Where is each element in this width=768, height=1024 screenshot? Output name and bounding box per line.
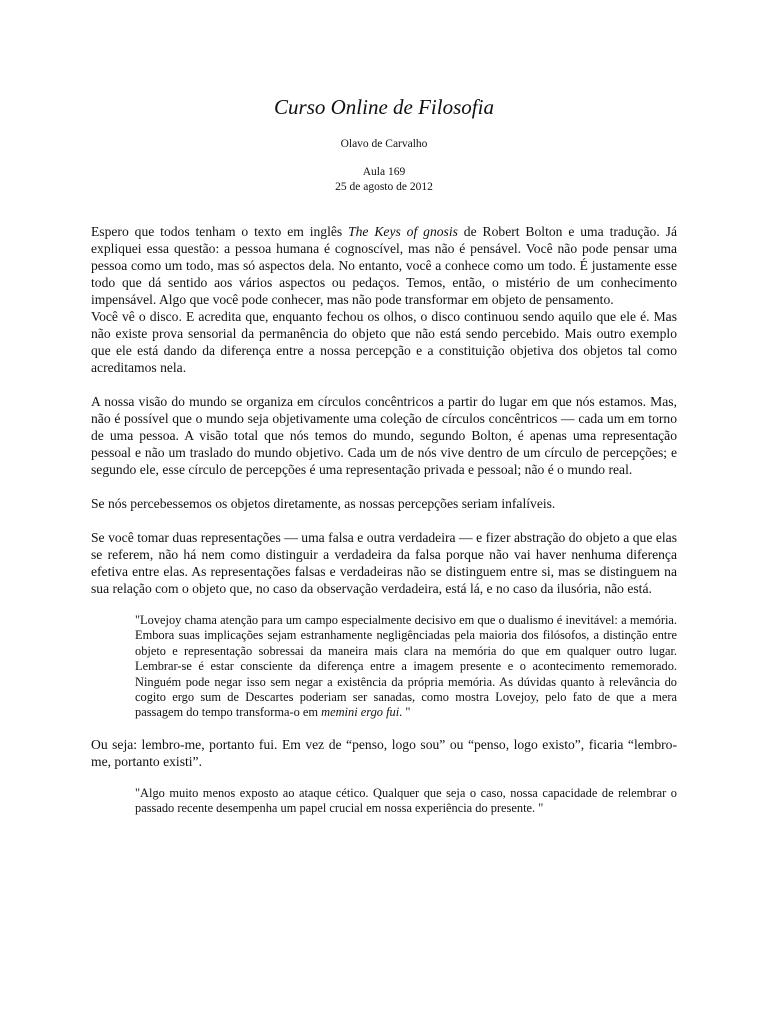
paragraph-1 — [91, 223, 677, 308]
course-title: Curso Online de Filosofia — [274, 95, 494, 119]
paragraph-1-text-c: de Robert Bolton e uma tradução. Já expliquei essa questão: a pessoa humana é cognoscível, mas não é pensável. Você não pode pensar uma pessoa como um todo, mas só aspectos dela. No entanto, você a conhece como um todo. É justamente esse todo que dá sentido aos vários aspectos ou pedaços. Temos, então, o mistério de um conhecimento impensável. Algo que você pode conhecer, mas não pode transformar em objeto de pensamento. — [91, 224, 677, 307]
paragraph-3: A nossa visão do mundo se organiza em círculos concêntricos a partir do lugar em que nós estamos. Mas, não é possível que o mundo seja objetivamente uma coleção de círculos concêntricos — cada um em torno de uma pessoa. A visão total que nós temos do mundo, segundo Bolton, é apenas uma representação pessoal e não um traslado do mundo objetivo. Cada um de nós vive dentro de um círculo de percepções; e segundo ele, esse círculo de percepções é uma representação privada e pessoal; não é o mundo real. — [91, 394, 677, 477]
author-name: Olavo de Carvalho — [340, 138, 428, 150]
lesson-date: 25 de agosto de 2012 — [335, 181, 433, 193]
block-quote-1 — [135, 613, 677, 721]
quote-1-latin: memini ergo fui — [321, 705, 400, 720]
paragraph-1-text-a: Espero que todos tenham o texto em inglês — [91, 224, 349, 239]
quote-1-text-c: . " — [399, 705, 411, 720]
paragraph-4: Se nós percebessemos os objetos diretamente, as nossas percepções seriam infalíveis. — [91, 496, 556, 511]
lesson-number: Aula 169 — [362, 166, 406, 178]
paragraph-6: Ou seja: lembro-me, portanto fui. Em vez de “penso, logo sou” ou “penso, logo existo”, ficaria “lembro-me, portanto existi”. — [91, 736, 677, 769]
paragraph-5: Se você tomar duas representações — uma falsa e outra verdadeira — e fizer abstração do objeto a que elas se referem, não há nem como distinguir a verdadeira da falsa porque não vai haver nenhuma diferença efetiva entre elas. As representações falsas e verdadeiras não se distinguem entre si, mas se distinguem na sua relação com o objeto que, no caso da observação verdadeira, está lá, e no caso da ilusória, não está. — [91, 530, 677, 596]
book-title: The Keys of gnosis — [348, 224, 458, 239]
paragraph-2: Você vê o disco. E acredita que, enquanto fechou os olhos, o disco continuou sendo aquilo que ele é. Mas não existe prova sensorial da permanência do objeto que não está sendo percebido. Mais outro exemplo que ele está dando da diferença entre a nossa percepção e a constituição objetiva dos objetos tal como acreditamos nela. — [91, 309, 677, 375]
quote-1-text-a: "Lovejoy chama atenção para um campo especialmente decisivo em que o dualismo é inevitável: a memória. Embora suas implicações sejam estranhamente negligênciadas pela maioria dos filósofos, a distinção entre objeto e representação sobressai da maneira mais clara na memória do que em qualquer outro lugar. Lembrar-se é estar consciente da diferença entre a imagem presente e o acontecimento rememorado. Ninguém pode negar isso sem negar a existência da própria memória. As dúvidas quanto à relevância do cogito ergo sum de Descartes poderiam ser sanadas, como mostra Lovejoy, pelo fato de que a mera passagem do tempo transforma-o em — [135, 613, 677, 720]
document-body — [91, 223, 677, 817]
block-quote-2: "Algo muito menos exposto ao ataque cético. Qualquer que seja o caso, nossa capacidade de relembrar o passado recente desempenha um papel crucial em nossa experiência do presente. " — [135, 785, 677, 816]
